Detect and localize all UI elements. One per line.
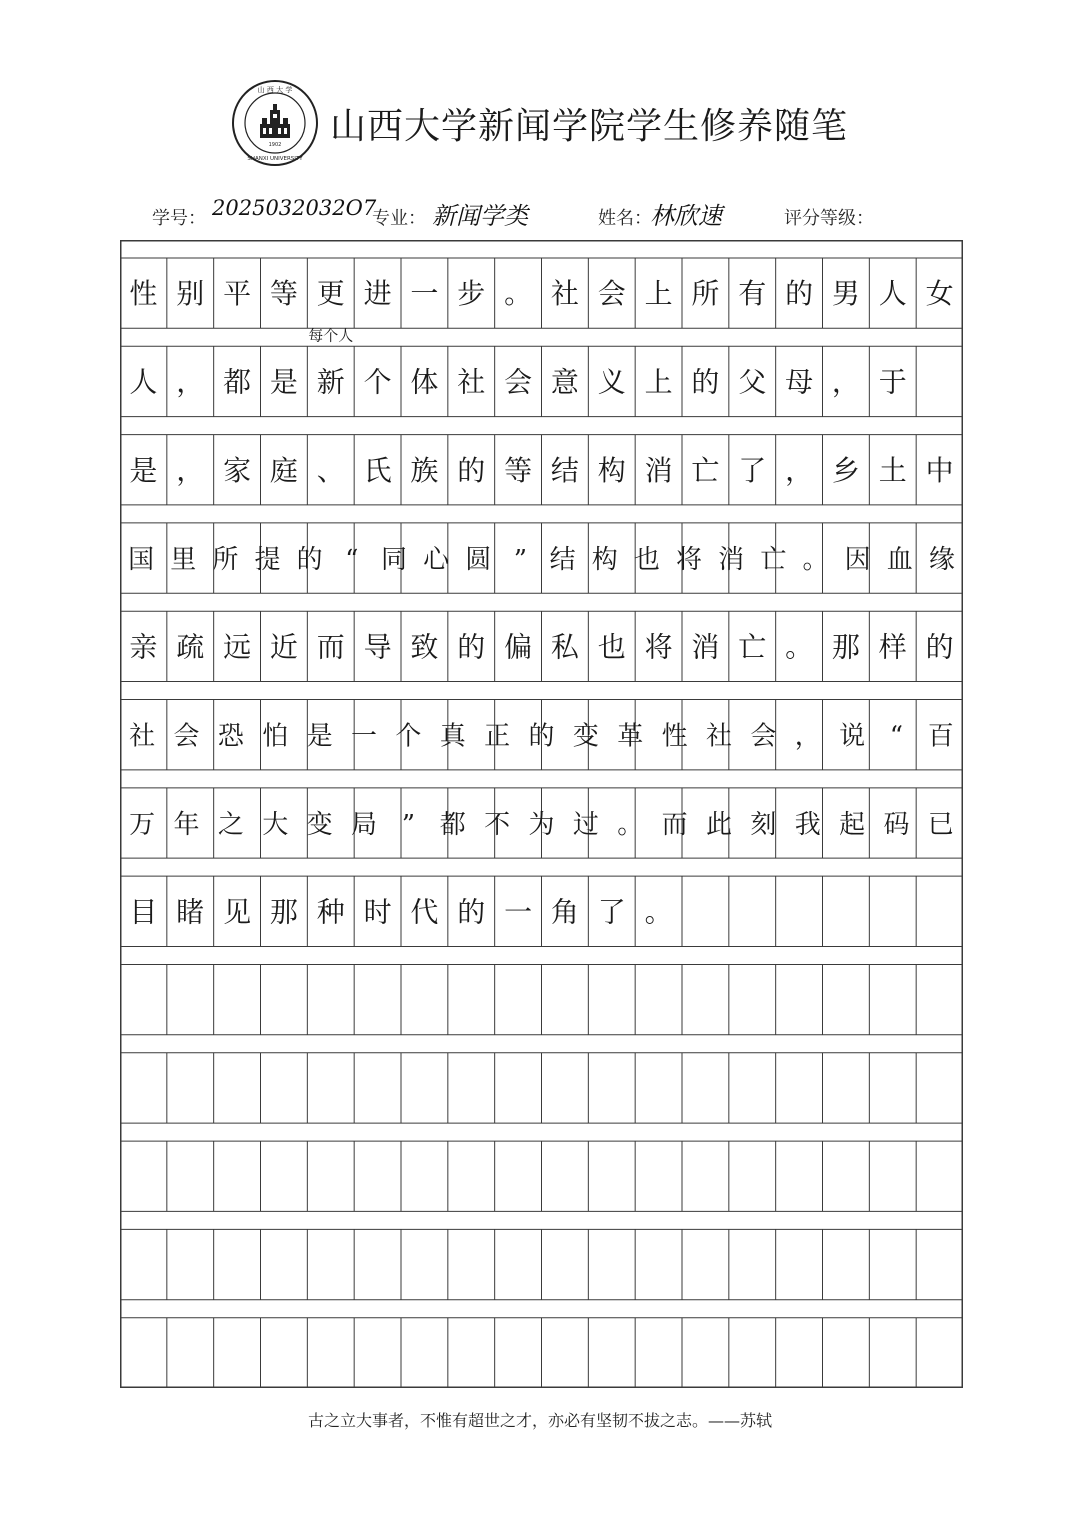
- essay-char: 将: [676, 545, 703, 576]
- essay-char: 社: [705, 721, 732, 752]
- essay-char: 缘: [928, 545, 955, 576]
- essay-char: 那: [831, 630, 860, 664]
- essay-char: 会: [173, 721, 200, 752]
- essay-char: 所: [691, 277, 720, 311]
- university-seal-logo: [230, 78, 320, 168]
- essay-char: 乡: [831, 453, 860, 487]
- essay-char: 年: [173, 810, 200, 840]
- essay-char: 会: [597, 277, 626, 311]
- student-id-value: 2025032032O7: [212, 196, 377, 220]
- essay-char: 近: [269, 630, 298, 664]
- essay-char: 变: [572, 721, 599, 752]
- essay-char: 社: [457, 365, 486, 399]
- essay-char: 结: [549, 545, 576, 576]
- essay-char: ，: [785, 453, 814, 487]
- essay-char: 进: [363, 277, 392, 311]
- essay-char: 的: [457, 895, 486, 929]
- essay-char: 一: [504, 895, 533, 929]
- essay-char: 种: [316, 895, 345, 929]
- essay-char: 家: [223, 453, 252, 487]
- essay-char: 有: [738, 277, 767, 311]
- essay-char: 消: [644, 453, 673, 487]
- essay-char: 血: [886, 545, 913, 576]
- essay-char: 女: [925, 277, 954, 311]
- essay-char: 心: [423, 545, 450, 576]
- essay-char: ，: [176, 365, 205, 399]
- essay-char: 因: [844, 545, 871, 576]
- essay-char: 。: [504, 277, 533, 311]
- footer-quote: 古之立大事者，不惟有超世之才，亦必有坚韧不拔之志。——苏轼: [307, 1411, 772, 1430]
- essay-char: 怕: [262, 721, 289, 752]
- essay-char: ”: [513, 545, 528, 576]
- essay-char: 亡: [760, 545, 787, 576]
- essay-char: 男: [831, 277, 860, 311]
- essay-char: 消: [718, 545, 745, 576]
- essay-char: 样: [878, 630, 907, 664]
- essay-char: 说: [839, 721, 866, 752]
- svg-text:SHANXI UNIVERSITY: SHANXI UNIVERSITY: [247, 156, 303, 162]
- essay-char: 刻: [750, 810, 777, 840]
- essay-char: 我: [794, 810, 821, 840]
- essay-char: 亡: [691, 453, 720, 487]
- essay-char: 别: [176, 277, 205, 311]
- essay-char: 真: [439, 721, 466, 752]
- essay-char: 都: [439, 810, 466, 840]
- name-label: 姓名：: [598, 208, 652, 229]
- essay-char: 万: [129, 810, 156, 840]
- essay-char: 的: [785, 277, 814, 311]
- essay-char: ，: [831, 365, 860, 399]
- major-value: 新闻学类: [432, 202, 528, 230]
- essay-char: 的: [691, 365, 720, 399]
- essay-char: 见: [223, 895, 252, 929]
- essay-char: 致: [410, 630, 439, 664]
- essay-char: 上: [644, 277, 673, 311]
- essay-char: 父: [738, 365, 767, 399]
- essay-char: 更: [316, 277, 345, 311]
- essay-char: 的: [457, 630, 486, 664]
- essay-char: 同: [380, 545, 407, 576]
- composition-grid: [120, 240, 963, 1388]
- essay-char: 是: [129, 453, 158, 487]
- essay-char: 个: [363, 365, 392, 399]
- essay-char: 庭: [269, 453, 298, 487]
- essay-char: 变: [306, 810, 333, 840]
- essay-char: 革: [617, 721, 644, 752]
- essay-char: 体: [410, 365, 439, 399]
- essay-char: ”: [401, 810, 416, 840]
- essay-char: 角: [550, 895, 579, 929]
- essay-char: 过: [572, 810, 599, 840]
- essay-char: 的: [528, 721, 555, 752]
- essay-char: 是: [269, 365, 298, 399]
- essay-char: 为: [528, 810, 555, 840]
- student-id-label: 学号：: [152, 208, 206, 229]
- essay-char: 步: [457, 277, 486, 311]
- essay-char: 于: [878, 365, 907, 399]
- essay-char: 提: [254, 545, 281, 576]
- essay-char: 不: [484, 810, 511, 840]
- essay-char: 一: [410, 277, 439, 311]
- essay-char: 了: [738, 453, 767, 487]
- essay-char: 偏: [504, 630, 533, 664]
- essay-char: 性: [129, 277, 158, 311]
- svg-text:1902: 1902: [268, 142, 282, 148]
- essay-char: 一: [351, 721, 378, 752]
- essay-char: ，: [176, 453, 205, 487]
- essay-char: 土: [878, 453, 907, 487]
- essay-char: 人: [878, 277, 907, 311]
- essay-char: 亡: [738, 630, 767, 664]
- essay-char: 时: [363, 895, 392, 929]
- essay-char: 性: [661, 721, 688, 752]
- essay-char: “: [889, 721, 904, 752]
- essay-char: 氏: [363, 453, 392, 487]
- essay-char: 消: [691, 630, 720, 664]
- essay-char: 目: [129, 895, 158, 929]
- essay-char: 里: [170, 545, 197, 576]
- essay-char: 。: [802, 545, 829, 576]
- essay-char: 将: [644, 630, 673, 664]
- page-title: 山西大学新闻学院学生修养随笔: [330, 106, 849, 147]
- essay-char: 了: [597, 895, 626, 929]
- essay-char: 的: [457, 453, 486, 487]
- essay-char: 正: [484, 721, 511, 752]
- grade-label: 评分等级：: [784, 208, 874, 229]
- essay-char: 已: [927, 810, 954, 840]
- essay-char: 、: [316, 453, 345, 487]
- essay-char: 所: [212, 545, 239, 576]
- essay-char: 个: [395, 721, 422, 752]
- essay-char: 私: [550, 630, 579, 664]
- name-value: 林欣速: [650, 202, 722, 230]
- essay-char: 。: [617, 810, 644, 840]
- essay-char: 之: [217, 810, 244, 840]
- essay-char: 导: [363, 630, 392, 664]
- essay-char: 百: [927, 721, 954, 752]
- essay-char: 会: [504, 365, 533, 399]
- essay-char: 国: [128, 545, 155, 576]
- essay-char: 的: [925, 630, 954, 664]
- essay-char: 。: [785, 630, 814, 664]
- essay-char: 远: [223, 630, 252, 664]
- essay-char: 中: [925, 453, 954, 487]
- essay-char: 也: [633, 545, 660, 576]
- essay-char: 码: [883, 810, 910, 840]
- essay-char: 构: [591, 545, 618, 576]
- essay-char: 睹: [176, 895, 205, 929]
- essay-char: 疏: [176, 630, 205, 664]
- essay-char: 等: [269, 277, 298, 311]
- essay-char: 此: [705, 810, 732, 840]
- essay-char: 而: [661, 810, 688, 840]
- essay-char: 大: [262, 810, 289, 840]
- essay-char: 新: [316, 365, 345, 399]
- essay-char: 的: [296, 545, 323, 576]
- essay-char: 。: [644, 895, 673, 929]
- essay-char: 意: [550, 365, 579, 399]
- essay-char: 母: [785, 365, 814, 399]
- essay-char: ，: [794, 721, 821, 752]
- essay-char: 而: [316, 630, 345, 664]
- essay-char: 是: [306, 721, 333, 752]
- essay-char: 义: [597, 365, 626, 399]
- essay-char: 构: [597, 453, 626, 487]
- essay-char: 社: [129, 721, 156, 752]
- essay-char: 都: [223, 365, 252, 399]
- essay-char: 等: [504, 453, 533, 487]
- essay-char: 起: [839, 810, 866, 840]
- essay-char: 族: [410, 453, 439, 487]
- essay-char: 亲: [129, 630, 158, 664]
- essay-char: 结: [550, 453, 579, 487]
- insertion-annotation: 每个人: [308, 326, 354, 345]
- essay-char: 上: [644, 365, 673, 399]
- essay-char: 圆: [465, 545, 492, 576]
- major-label: 专业：: [372, 208, 426, 229]
- essay-char: 局: [351, 810, 378, 840]
- essay-char: 社: [550, 277, 579, 311]
- essay-char: 恐: [217, 721, 244, 752]
- essay-char: “: [345, 545, 359, 576]
- essay-char: 代: [410, 895, 439, 929]
- svg-text:山 西 大 学: 山 西 大 学: [257, 86, 293, 94]
- essay-char: 那: [269, 895, 298, 929]
- essay-char: 会: [750, 721, 777, 752]
- essay-char: 人: [129, 365, 158, 399]
- essay-char: 平: [223, 277, 252, 311]
- essay-char: 也: [597, 630, 626, 664]
